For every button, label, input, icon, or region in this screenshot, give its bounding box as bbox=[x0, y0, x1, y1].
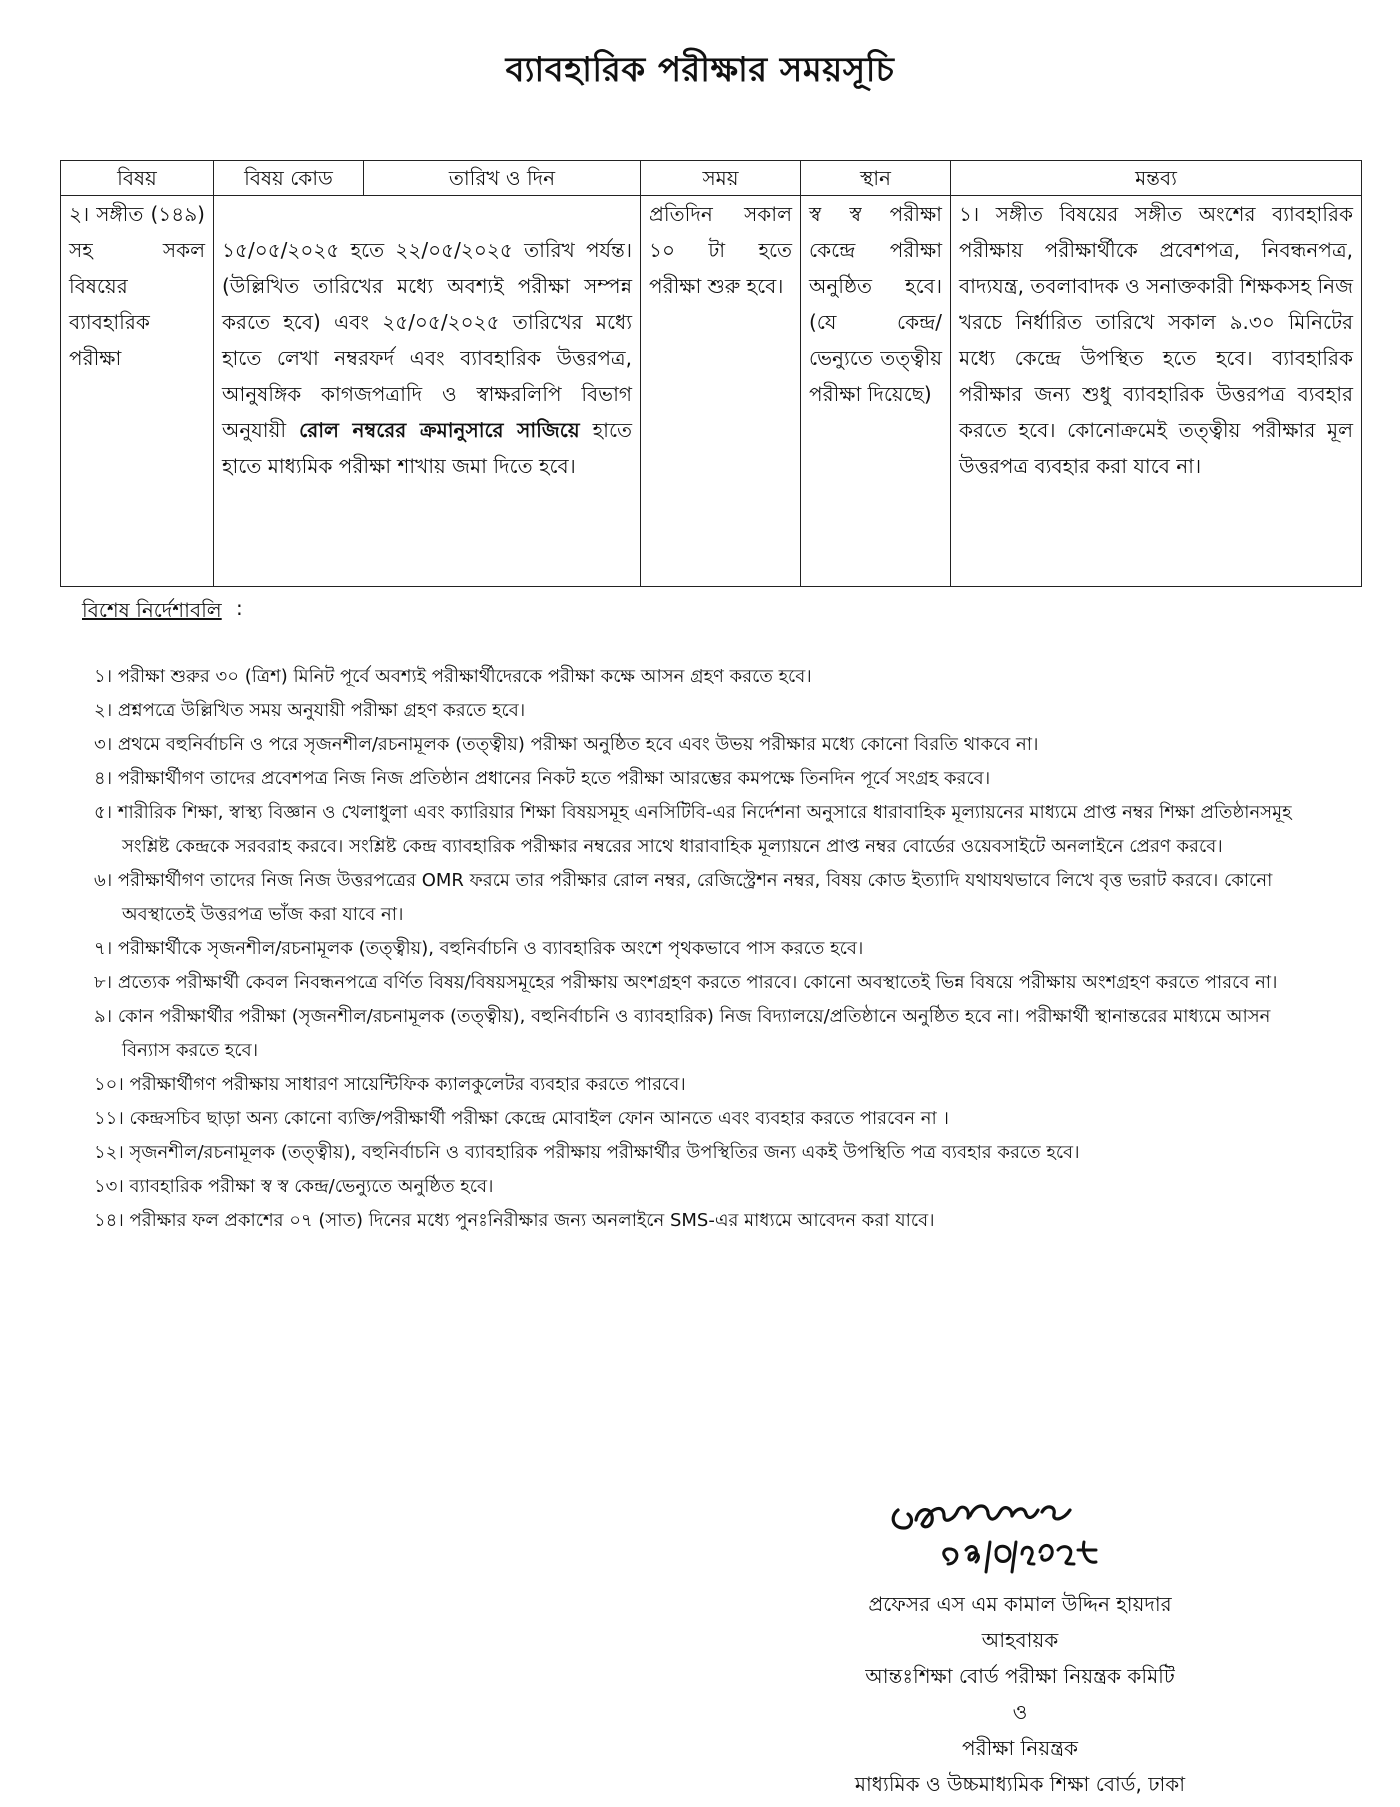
cell-venue: স্ব স্ব পরীক্ষা কেন্দ্রে পরীক্ষা অনুষ্ঠিত হবে। (যে কেন্দ্র/ ভেন্যুতে তত্ত্বীয় পরীক্ষা দিয়েছে) bbox=[801, 196, 951, 587]
list-item: ৪। পরীক্ষার্থীগণ তাদের প্রবেশপত্র নিজ নিজ প্রতিষ্ঠান প্রধানের নিকট হতে পরীক্ষা আরম্ভের কমপক্ষে তিনদিন পূর্বে সংগ্রহ করবে। bbox=[94, 768, 991, 789]
list-item: ৩। প্রথমে বহুনির্বাচনি ও পরে সৃজনশীল/রচনামূলক (তত্ত্বীয়) পরীক্ষা অনুষ্ঠিত হবে এবং উভয় পরীক্ষার মধ্যে কোনো বিরতি থাকবে না। bbox=[94, 734, 1039, 755]
signer-board: মাধ্যমিক ও উচ্চমাধ্যমিক শিক্ষা বোর্ড, ঢাকা bbox=[854, 1772, 1186, 1796]
signer-name: প্রফেসর এস এম কামাল উদ্দিন হায়দার bbox=[868, 1592, 1172, 1616]
list-item: ১৪। পরীক্ষার ফল প্রকাশের ০৭ (সাত) দিনের মধ্যে পুনঃনিরীক্ষার জন্য অনলাইনে SMS-এর মাধ্যমে আবেদন করা যাবে। bbox=[94, 1210, 935, 1231]
list-item: ১। পরীক্ষা শুরুর ৩০ (ত্রিশ) মিনিট পূর্বে অবশ্যই পরীক্ষার্থীদেরকে পরীক্ষা কক্ষে আসন গ্রহণ করতে হবে। bbox=[94, 666, 812, 687]
signer-role: আহবায়ক bbox=[981, 1628, 1059, 1652]
list-item: ২। প্রশ্নপত্রে উল্লিখিত সময় অনুযায়ী পরীক্ষা গ্রহণ করতে হবে। bbox=[94, 700, 526, 721]
header-time: সময় bbox=[641, 161, 801, 196]
header-venue: স্থান bbox=[801, 161, 951, 196]
list-item: ১১। কেন্দ্রসচিব ছাড়া অন্য কোনো ব্যক্তি/পরীক্ষার্থী পরীক্ষা কেন্দ্রে মোবাইল ফোন আনতে এবং ব্যবহার করতে পারবেন না । bbox=[94, 1108, 949, 1129]
date-text-part2: হাতে হাতে মাধ্যমিক পরীক্ষা শাখায় জমা দিতে হবে। bbox=[222, 418, 632, 478]
signer-details bbox=[760, 1550, 1280, 1802]
cell-time: প্রতিদিন সকাল ১০ টা হতে পরীক্ষা শুরু হবে। bbox=[641, 196, 801, 587]
list-item: ৬। পরীক্ষার্থীগণ তাদের নিজ নিজ উত্তরপত্রের OMR ফরমে তার পরীক্ষার রোল নম্বর, রেজিস্ট্রেশন নম্বর, বিষয় কোড ইত্যাদি যথাযথভাবে লিখে বৃত্ত ভরাট করবে। কোনো অবস্থাতেই উত্তরপত্র ভাঁজ করা যাবে না। bbox=[94, 870, 1273, 925]
signer-title: পরীক্ষা নিয়ন্ত্রক bbox=[962, 1736, 1078, 1760]
page-title: ব্যাবহারিক পরীক্ষার সময়সূচি bbox=[505, 50, 895, 90]
list-item: ৭। পরীক্ষার্থীকে সৃজনশীল/রচনামূলক (তত্ত্বীয়), বহুনির্বাচনি ও ব্যাবহারিক অংশে পৃথকভাবে পাস করতে হবে। bbox=[94, 938, 864, 959]
signature-block bbox=[760, 1480, 1280, 1800]
notes-heading: বিশেষ নির্দেশাবলি bbox=[82, 598, 222, 622]
list-item: ১০। পরীক্ষার্থীগণ পরীক্ষায় সাধারণ সায়েন্টিফিক ক্যালকুলেটর ব্যবহার করতে পারবে। bbox=[94, 1074, 686, 1095]
table-header-row bbox=[61, 161, 1362, 196]
signer-conjunction: ও bbox=[1012, 1700, 1028, 1724]
list-item: ৮। প্রত্যেক পরীক্ষার্থী কেবল নিবন্ধনপত্রে বর্ণিত বিষয়/বিষয়সমূহের পরীক্ষায় অংশগ্রহণ করতে পারবে। কোনো অবস্থাতেই ভিন্ন বিষয়ে পরীক্ষায় অংশগ্রহণ করতে পারবে না। bbox=[94, 972, 1278, 993]
cell-remarks: ১। সঙ্গীত বিষয়ের সঙ্গীত অংশের ব্যাবহারিক পরীক্ষায় পরীক্ষার্থীকে প্রবেশপত্র, নিবন্ধনপত্র, বাদ্যযন্ত্র, তবলাবাদক ও সনাক্তকারী শিক্ষকসহ নিজ খরচে নির্ধারিত তারিখে সকাল ৯.৩০ মিনিটের মধ্যে কেন্দ্রে উপস্থিত হতে হবে। ব্যাবহারিক পরীক্ষার জন্য শুধু ব্যাবহারিক উত্তরপত্র ব্যবহার করতে হবে। কোনোক্রমেই তত্ত্বীয় পরীক্ষার মূল উত্তরপত্র ব্যবহার করা যাবে না। bbox=[951, 196, 1362, 587]
cell-date bbox=[214, 196, 641, 587]
cell-subject: ২। সঙ্গীত (১৪৯) সহ সকল বিষয়ের ব্যাবহারিক পরীক্ষা bbox=[61, 196, 214, 587]
notes-heading-colon: : bbox=[236, 596, 243, 620]
list-item: ৯। কোন পরীক্ষার্থীর পরীক্ষা (সৃজনশীল/রচনামূলক (তত্ত্বীয়), বহুনির্বাচনি ও ব্যাবহারিক) নিজ বিদ্যালয়ে/প্রতিষ্ঠানে অনুষ্ঠিত হবে না। পরীক্ষার্থী স্থানান্তরের মাধ্যমে আসন বিন্যাস করতে হবে। bbox=[94, 1006, 1271, 1061]
list-item: ১২। সৃজনশীল/রচনামূলক (তত্ত্বীয়), বহুনির্বাচনি ও ব্যাবহারিক পরীক্ষায় পরীক্ষার্থীর উপস্থিতির জন্য একই উপস্থিতি পত্র ব্যবহার করতে হবে। bbox=[94, 1142, 1080, 1163]
list-item: ৫। শারীরিক শিক্ষা, স্বাস্থ্য বিজ্ঞান ও খেলাধুলা এবং ক্যারিয়ার শিক্ষা বিষয়সমূহ এনসিটিবি-এর নির্দেশনা অনুসারে ধারাবাহিক মূল্যায়নের মাধ্যমে প্রাপ্ত নম্বর শিক্ষা প্রতিষ্ঠানসমূহ সংশ্লিষ্ট কেন্দ্রকে সরবরাহ করবে। সংশ্লিষ্ট কেন্দ্র ব্যাবহারিক পরীক্ষার নম্বরের সাথে ধারাবাহিক মূল্যায়নে প্রাপ্ত নম্বর বোর্ডের ওয়েবসাইটে অনলাইনে প্রেরণ করবে। bbox=[94, 802, 1292, 857]
date-text-part1: ১৫/০৫/২০২৫ হতে ২২/০৫/২০২৫ তারিখ পর্যন্ত। (উল্লিখিত তারিখের মধ্যে অবশ্যই পরীক্ষা সম্পন্ন করতে হবে) এবং ২৫/০৫/২০২৫ তারিখের মধ্যে হাতে লেখা নম্বরফর্দ এবং ব্যাবহারিক উত্তরপত্র, আনুষঙ্গিক কাগজপত্রাদি ও স্বাক্ষরলিপি বিভাগ অনুযায়ী bbox=[222, 238, 632, 442]
table-row bbox=[61, 196, 1362, 587]
header-remarks: মন্তব্য bbox=[951, 161, 1362, 196]
header-date: তারিখ ও দিন bbox=[364, 161, 641, 196]
schedule-table bbox=[60, 160, 1362, 587]
list-item: ১৩। ব্যাবহারিক পরীক্ষা স্ব স্ব কেন্দ্র/ভেন্যুতে অনুষ্ঠিত হবে। bbox=[94, 1176, 494, 1197]
signer-committee: আন্তঃশিক্ষা বোর্ড পরীক্ষা নিয়ন্ত্রক কমিটি bbox=[865, 1664, 1175, 1688]
instructions-list bbox=[94, 660, 1314, 1238]
date-text-bold: রোল নম্বরের ক্রমানুসারে সাজিয়ে bbox=[299, 418, 580, 442]
header-subject: বিষয় bbox=[61, 161, 214, 196]
header-subject-code: বিষয় কোড bbox=[214, 161, 364, 196]
